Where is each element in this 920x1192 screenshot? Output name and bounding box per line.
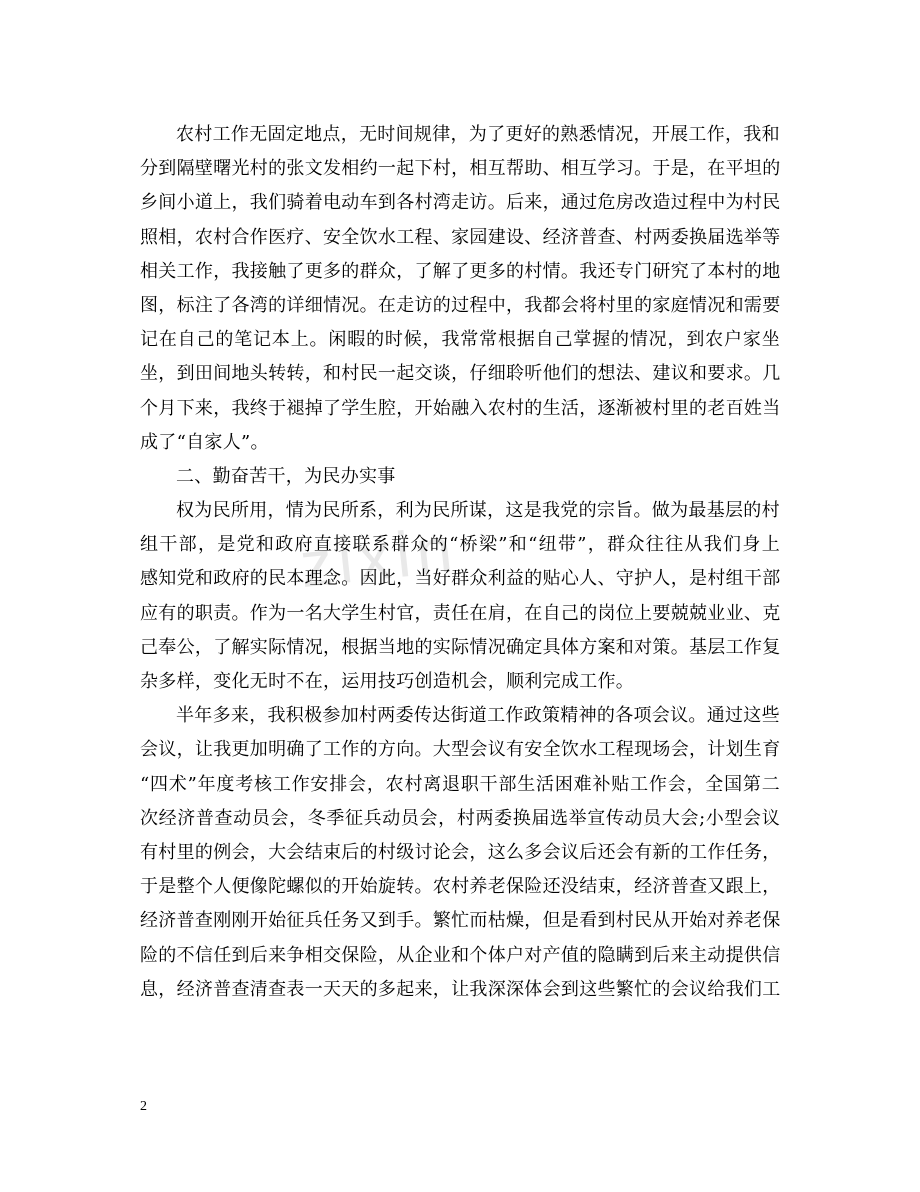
text-line: 息，经济普查清查表一天天的多起来，让我深深体会到这些繁忙的会议给我们工 — [140, 978, 781, 1000]
text-line: 图，标注了各湾的详细情况。在走访的过程中，我都会将村里的家庭情况和需要 — [140, 294, 781, 316]
text-line: 组干部，是党和政府直接联系群众的“桥梁”和“纽带”，群众往往从我们身上 — [140, 534, 780, 556]
text-line: 坐，到田间地头转转，和村民一起交谈，仔细聆听他们的想法、建议和要求。几 — [140, 363, 781, 385]
text-line: 半年多来，我积极参加村两委传达街道工作政策精神的各项会议。通过这些 — [176, 705, 780, 727]
text-line: 会议，让我更加明确了工作的方向。大型会议有安全饮水工程现场会，计划生育 — [140, 739, 781, 761]
text-line: 己奉公，了解实际情况，根据当地的实际情况确定具体方案和对策。基层工作复 — [140, 636, 781, 658]
text-line: 个月下来，我终于褪掉了学生腔，开始融入农村的生活，逐渐被村里的老百姓当 — [140, 397, 781, 419]
text-line: 成了“自家人”。 — [140, 431, 269, 453]
text-line: 权为民所用，情为民所系，利为民所谋，这是我党的宗旨。做为最基层的村 — [176, 500, 780, 522]
text-line: 险的不信任到后来争相交保险，从企业和个体户对产值的隐瞒到后来主动提供信 — [140, 944, 781, 966]
text-line: 农村工作无固定地点，无时间规律，为了更好的熟悉情况，开展工作，我和 — [176, 124, 780, 145]
text-line: 有村里的例会，大会结束后的村级讨论会，这么多会议后还会有新的工作任务， — [140, 841, 781, 863]
text-line: 乡间小道上，我们骑着电动车到各村湾走访。后来，通过危房改造过程中为村民 — [140, 192, 781, 214]
text-line: 杂多样，变化无时不在，运用技巧创造机会，顺利完成工作。 — [140, 671, 635, 692]
body-text — [140, 118, 780, 1007]
text-line: “四术”年度考核工作安排会，农村离退职干部生活困难补贴工作会，全国第二 — [140, 773, 780, 795]
text-line: 次经济普查动员会，冬季征兵动员会，村两委换届选举宣传动员大会;小型会议 — [140, 807, 780, 829]
text-line: 分到隔壁曙光村的张文发相约一起下村，相互帮助、相互学习。于是，在平坦的 — [140, 158, 781, 180]
page-number: 2 — [140, 1099, 147, 1114]
text-line: 照相，农村合作医疗、安全饮水工程、家园建设、经济普查、村两委换届选举等 — [140, 226, 781, 248]
section-heading: 二、勤奋苦干，为民办实事 — [176, 465, 396, 487]
text-line: 相关工作，我接触了更多的群众，了解了更多的村情。我还专门研究了本村的地 — [140, 260, 781, 282]
text-line: 应有的职责。作为一名大学生村官，责任在肩，在自己的岗位上要兢兢业业、克 — [140, 602, 781, 624]
text-line: 记在自己的笔记本上。闲暇的时候，我常常根据自己掌握的情况，到农户家坐 — [140, 329, 780, 351]
text-line: 经济普查刚刚开始征兵任务又到手。繁忙而枯燥，但是看到村民从开始对养老保 — [140, 910, 781, 932]
watermark: zixin — [296, 512, 462, 602]
text-line: 于是整个人便像陀螺似的开始旋转。农村养老保险还没结束，经济普查又跟上， — [140, 876, 781, 898]
text-line: 感知党和政府的民本理念。因此，当好群众利益的贴心人、守护人，是村组干部 — [140, 568, 781, 590]
